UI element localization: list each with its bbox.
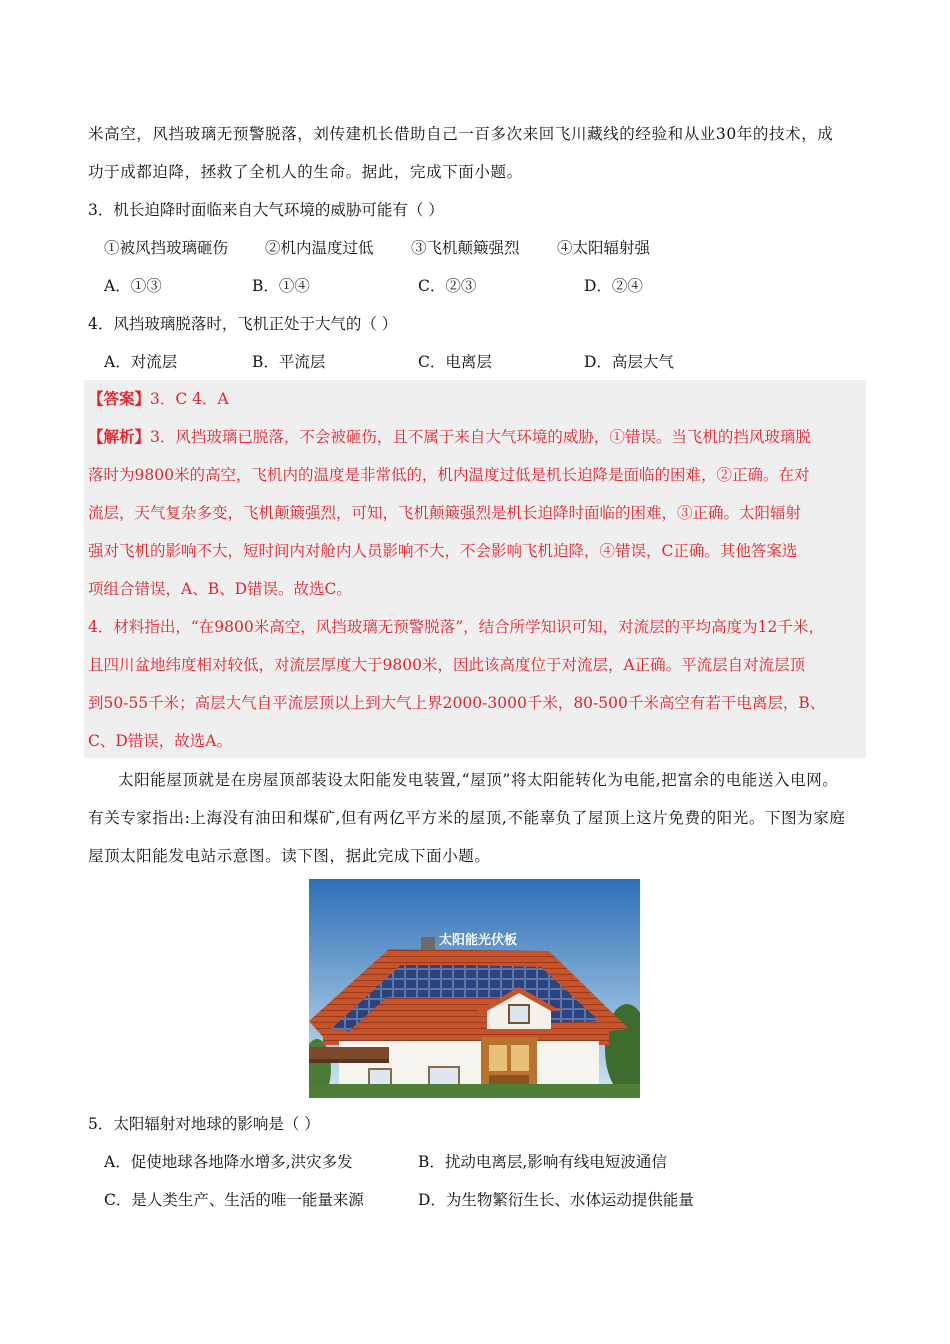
analysis-line-2: 落时为9800米的高空，飞机内的温度是非常低的，机内温度过低是机长迫降是面临的困难，②正确。在对 [88, 466, 810, 484]
analysis-line-4: 强对飞机的影响不大，短时间内对舱内人员影响不大，不会影响飞机迫降，④错误，C正确。其他答案选 [88, 542, 798, 560]
q5-option-c: C．是人类生产、生活的唯一能量来源 [104, 1191, 364, 1209]
answer-text: 3．C 4．A [150, 390, 229, 408]
q3-item-3: ③飞机颠簸强烈 [411, 239, 520, 257]
solar-house-illustration [309, 879, 640, 1098]
analysis-line-6: 4．材料指出，“在9800米高空，风挡玻璃无预警脱落”，结合所学知识可知，对流层的平均高度为12千米， [88, 618, 824, 636]
passage-line-3: 屋顶太阳能发电站示意图。读下图，据此完成下面小题。 [88, 847, 491, 865]
q5-option-a: A．促使地球各地降水增多,洪灾多发 [104, 1153, 353, 1171]
q4-option-a: A．对流层 [104, 353, 178, 371]
analysis-text-1: 3．风挡玻璃已脱落，不会被砸伤，且不属于来自大气环境的威胁，①错误。当飞机的挡风玻璃脱 [150, 428, 811, 446]
q3-option-a: A．①③ [104, 277, 162, 295]
solar-house-photo [309, 879, 640, 1098]
analysis-line-8: 到50-55千米；高层大气自平流层顶以上到大气上界2000-3000千米，80-500千米高空有若干电离层，B、 [88, 694, 826, 712]
intro-line-1: 米高空，风挡玻璃无预警脱落，刘传建机长借助自己一百多次来回飞川藏线的经验和从业30年的技术，成 [88, 125, 834, 143]
q3-stem: 3．机长迫降时面临来自大气环境的威胁可能有（ ） [88, 201, 444, 219]
q3-item-4: ④太阳辐射强 [557, 239, 651, 257]
figure-label: 太阳能光伏板 [439, 933, 518, 948]
answer-line [88, 389, 229, 409]
q4-option-c: C．电离层 [418, 353, 492, 371]
analysis-line-1 [88, 427, 811, 447]
passage-line-1: 太阳能屋顶就是在房屋顶部装设太阳能发电装置,“屋顶”将太阳能转化为电能,把富余的电能送入电网。 [118, 771, 839, 789]
answer-label: 【答案】 [88, 389, 151, 408]
passage-line-2: 有关专家指出:上海没有油田和煤矿,但有两亿平方米的屋顶,不能辜负了屋顶上这片免费的阳光。下图为家庭 [88, 809, 846, 827]
q4-stem: 4．风挡玻璃脱落时，飞机正处于大气的（ ） [88, 315, 398, 333]
q3-option-d: D．②④ [584, 277, 643, 295]
q5-stem: 5．太阳辐射对地球的影响是（ ） [88, 1115, 320, 1133]
analysis-line-9: C、D错误，故选A。 [88, 732, 232, 750]
analysis-line-3: 流层，天气复杂多变，飞机颠簸强烈，可知，飞机颠簸强烈是机长迫降时面临的困难，③正确。太阳辐射 [88, 504, 802, 522]
q4-option-d: D．高层大气 [584, 353, 674, 371]
q3-option-c: C．②③ [418, 277, 477, 295]
q5-option-d: D．为生物繁衍生长、水体运动提供能量 [418, 1191, 694, 1209]
analysis-line-5: 项组合错误，A、B、D错误。故选C。 [88, 580, 352, 598]
analysis-label: 【解析】 [88, 427, 151, 446]
q3-item-2: ②机内温度过低 [265, 239, 374, 257]
q3-option-b: B．①④ [252, 277, 310, 295]
q3-item-1: ①被风挡玻璃砸伤 [104, 239, 229, 257]
intro-line-2: 功于成都迫降，拯救了全机人的生命。据此，完成下面小题。 [88, 163, 523, 181]
analysis-line-7: 且四川盆地纬度相对较低，对流层厚度大于9800米，因此该高度位于对流层，A正确。平流层自对流层顶 [88, 656, 806, 674]
q5-option-b: B．扰动电离层,影响有线电短波通信 [418, 1153, 667, 1171]
q4-option-b: B．平流层 [252, 353, 326, 371]
